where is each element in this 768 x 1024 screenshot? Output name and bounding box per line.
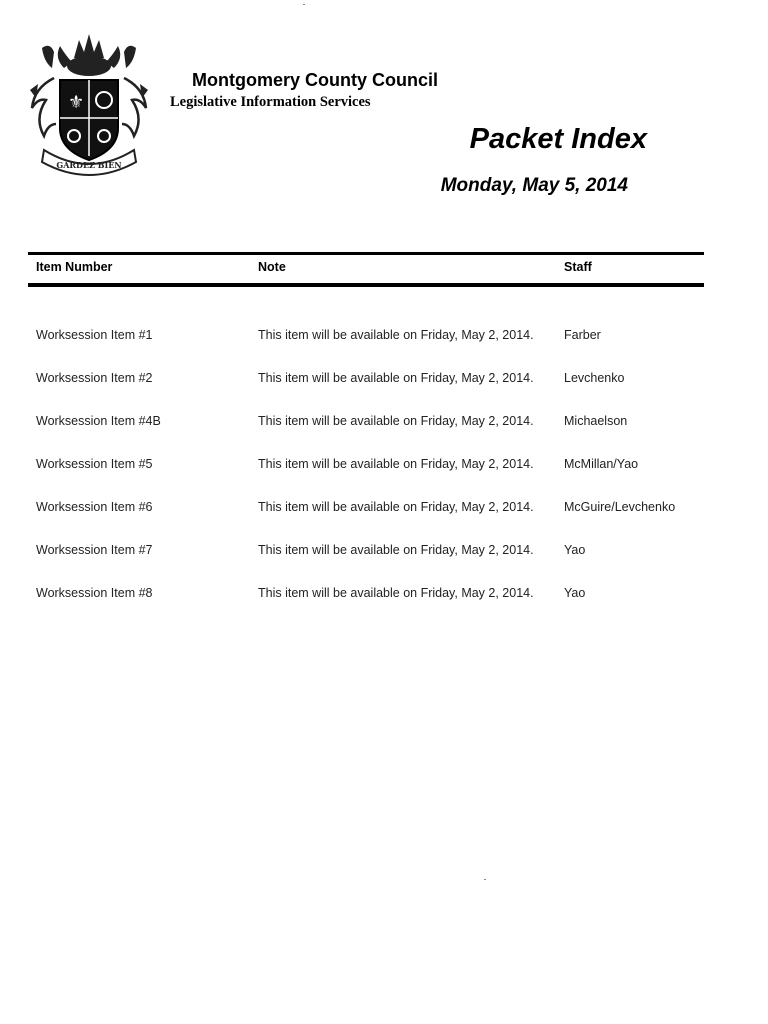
item-staff: Michaelson — [564, 414, 628, 428]
scan-speck — [484, 879, 486, 880]
table-row — [0, 366, 768, 409]
column-header-item-number: Item Number — [36, 260, 113, 274]
item-staff: McGuire/Levchenko — [564, 500, 676, 514]
column-header-staff: Staff — [564, 260, 592, 274]
item-number: Worksession Item #5 — [36, 457, 153, 471]
item-staff: Farber — [564, 328, 601, 342]
item-note: This item will be available on Friday, May 2, 2014. — [258, 328, 534, 342]
meeting-date: Monday, May 5, 2014 — [440, 175, 628, 196]
table-header-rule — [28, 283, 704, 287]
item-staff: Yao — [564, 543, 586, 557]
item-note: This item will be available on Friday, May 2, 2014. — [258, 586, 534, 600]
seal-motto: GARDEZ BIEN — [56, 160, 122, 170]
svg-text:⚜: ⚜ — [68, 92, 85, 113]
table-row — [0, 538, 768, 581]
item-number: Worksession Item #7 — [36, 543, 153, 557]
page-title: Packet Index — [469, 123, 647, 155]
item-number: Worksession Item #2 — [36, 371, 153, 385]
table-row — [0, 323, 768, 366]
county-seal-logo — [24, 28, 154, 178]
item-number: Worksession Item #6 — [36, 500, 153, 514]
scan-speck — [303, 4, 305, 5]
packet-table-body — [0, 323, 768, 624]
item-number: Worksession Item #4B — [36, 414, 161, 428]
item-note: This item will be available on Friday, May 2, 2014. — [258, 543, 534, 557]
item-note: This item will be available on Friday, May 2, 2014. — [258, 371, 534, 385]
table-row — [0, 495, 768, 538]
item-number: Worksession Item #8 — [36, 586, 153, 600]
item-note: This item will be available on Friday, May 2, 2014. — [258, 457, 534, 471]
council-name: Montgomery County Council — [192, 70, 438, 90]
item-staff: Yao — [564, 586, 586, 600]
column-header-note: Note — [258, 260, 286, 274]
item-note: This item will be available on Friday, May 2, 2014. — [258, 500, 534, 514]
item-staff: McMillan/Yao — [564, 457, 639, 471]
table-row — [0, 409, 768, 452]
item-note: This item will be available on Friday, May 2, 2014. — [258, 414, 534, 428]
table-top-rule — [28, 252, 704, 255]
table-row — [0, 581, 768, 624]
item-staff: Levchenko — [564, 371, 625, 385]
table-row — [0, 452, 768, 495]
item-number: Worksession Item #1 — [36, 328, 153, 342]
department-name: Legislative Information Services — [170, 94, 371, 110]
